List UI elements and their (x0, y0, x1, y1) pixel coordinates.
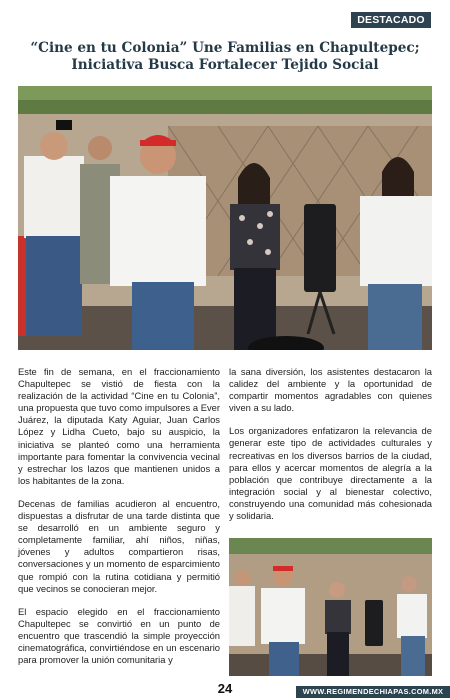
headline: “Cine en tu Colonia” Une Familias en Chapultepec; Iniciativa Busca Fortalecer Tejido Social (30, 40, 420, 73)
article-paragraph: Decenas de familias acudieron al encuentro, dispuestas a disfrutar de una tarde distinta que se desarrolló en un ambiente seguro y completamente familiar, ahí niños, niñas, jóvenes y adultos compartieron risas, conversaciones y un momento de esparcimiento que rompió con la rutina cotidiana y permitió que vecinos se conocieran mejor. (18, 497, 220, 594)
article-paragraph: Este fin de semana, en el fraccionamiento Chapultepec se vistió de fiesta con la realización de la actividad “Cine en tu Colonia”, una propuesta que tuvo como impulsores a Ever Juárez, la diputada Katy Aguiar, Juan Carlos López y Lidha Cueto, bajo su auspicio, la iniciativa se planteó como una herramienta importante para fomentar la convivencia vecinal y estrechar los lazos que mantienen unidos a los habitantes de la zona. (18, 366, 220, 486)
article-column-right (229, 366, 432, 533)
website-url[interactable]: WWW.REGIMENDECHIAPAS.COM.MX (296, 686, 450, 698)
article-paragraph: Los organizadores enfatizaron la relevancia de generar este tipo de actividades culturales y recreativas en los diversos barrios de la ciudad, para ellos y acercar momentos de alegría a la población que contribuye directamente a la integración social y al bienestar colectivo, construyendo una comunidad más cohesionada y solidaria. (229, 425, 432, 522)
article-paragraph: la sana diversión, los asistentes destacaron la calidez del ambiente y la oportunidad de compartir momentos agradables con quienes viven a su lado. (229, 366, 432, 414)
article-paragraph: El espacio elegido en el fraccionamiento Chapultepec se convirtió en un punto de encuentro que trascendió la simple proyección cinematográfica, convirtiéndose en un escenario para promover la unión comunitaria y (18, 605, 220, 666)
main-photo (18, 86, 432, 350)
main-photo-illustration (18, 86, 432, 350)
page-number: 24 (217, 681, 233, 696)
secondary-photo-illustration (229, 538, 432, 676)
article-column-left (18, 366, 220, 677)
section-badge: DESTACADO (351, 12, 431, 28)
secondary-photo (229, 538, 432, 676)
